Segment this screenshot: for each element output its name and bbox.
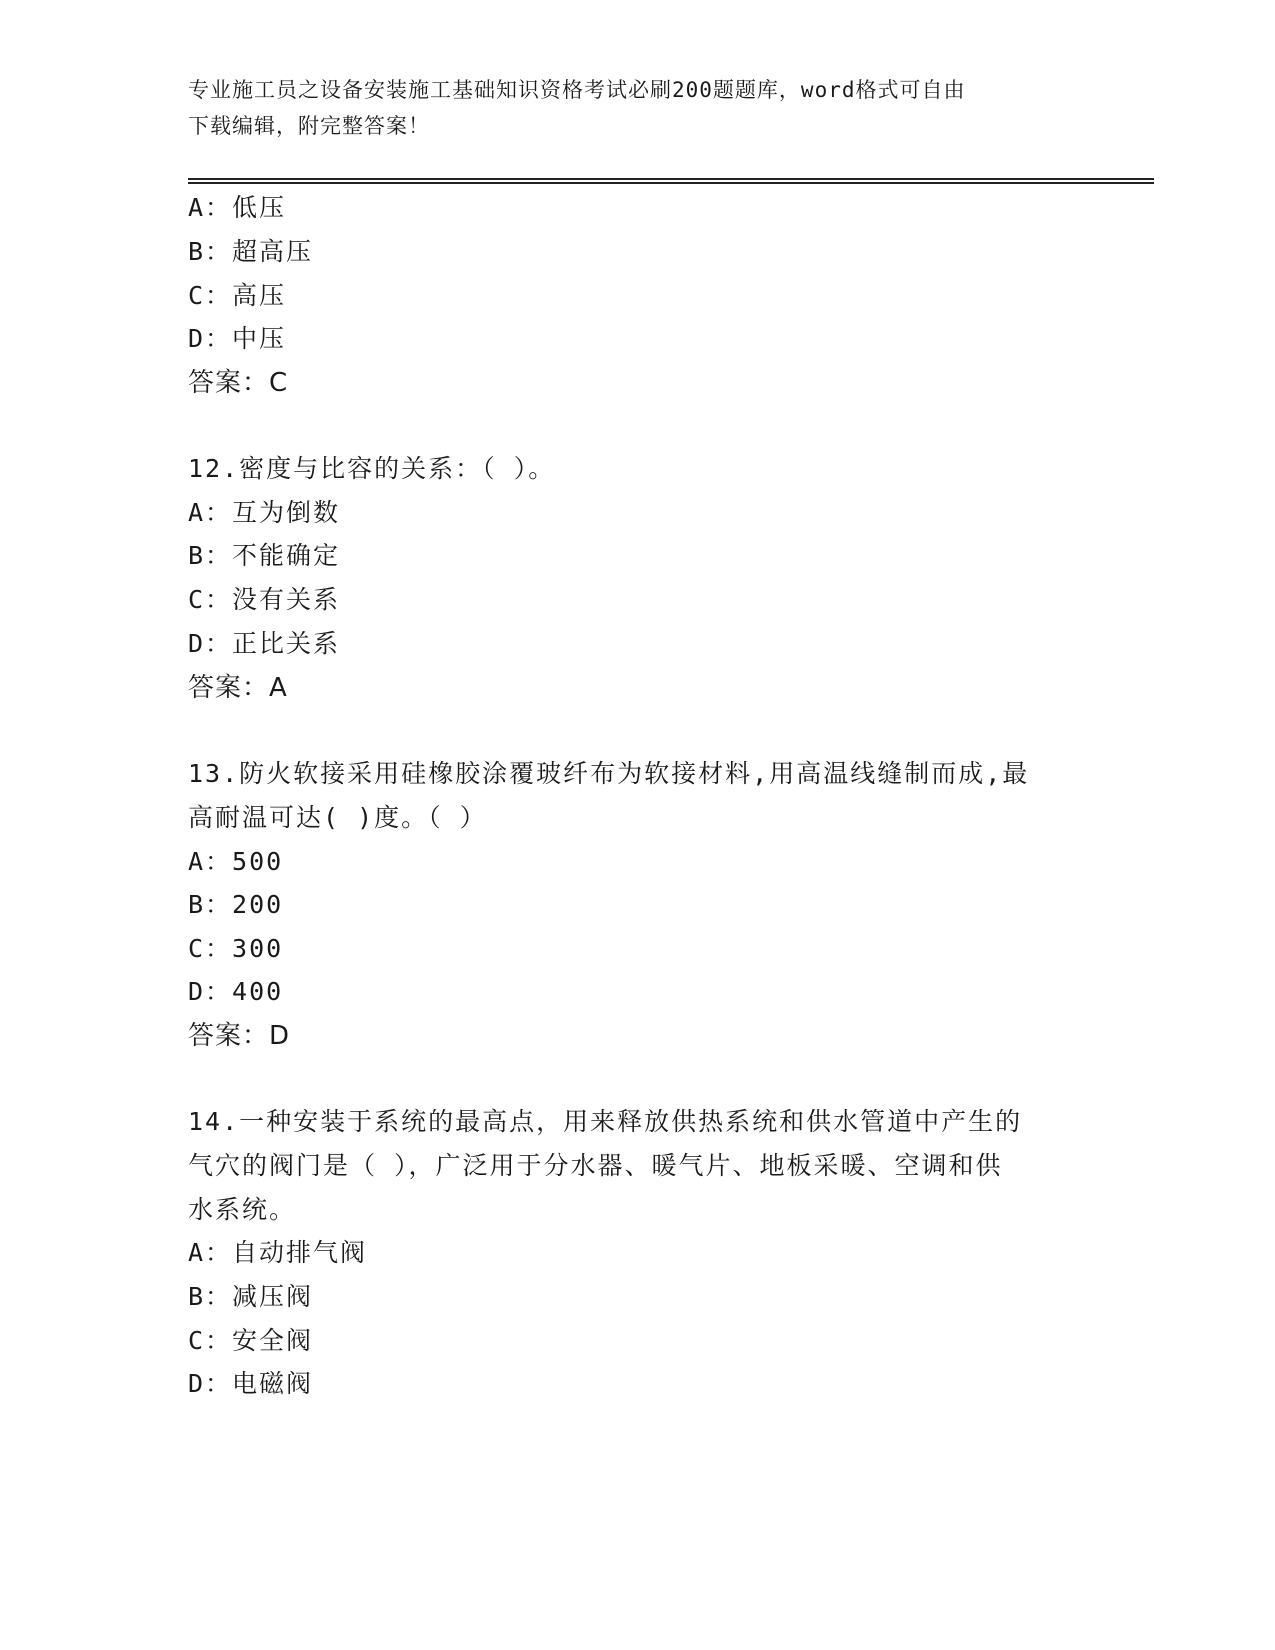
q13-answer: 答案：D bbox=[188, 1021, 291, 1051]
q11-answer: 答案：C bbox=[188, 368, 289, 398]
q11-option-a: A：低压 bbox=[188, 193, 287, 222]
header-divider-bottom bbox=[188, 182, 1154, 184]
q13-stem-line-1: 13.防火软接采用硅橡胶涂覆玻纤布为软接材料,用高温线缝制而成,最 bbox=[188, 759, 1030, 788]
q11-option-b: B：超高压 bbox=[188, 237, 314, 266]
q13-option-a: A：500 bbox=[188, 847, 284, 876]
q13-option-d: D：400 bbox=[188, 977, 284, 1006]
q14-option-d: D：电磁阀 bbox=[188, 1369, 314, 1398]
q11-option-c: C：高压 bbox=[188, 281, 287, 310]
header-line-1: 专业施工员之设备安装施工基础知识资格考试必刷200题题库，word格式可自由 bbox=[188, 78, 966, 102]
q13-option-c: C：300 bbox=[188, 934, 284, 963]
q14-option-a: A：自动排气阀 bbox=[188, 1238, 368, 1267]
q13-option-b: B：200 bbox=[188, 890, 284, 919]
q14-stem-line-3: 水系统。 bbox=[188, 1195, 297, 1224]
q14-option-b: B：减压阀 bbox=[188, 1282, 314, 1311]
q12-option-b: B：不能确定 bbox=[188, 541, 341, 570]
q12-option-d: D：正比关系 bbox=[188, 629, 341, 658]
q14-option-c: C：安全阀 bbox=[188, 1326, 314, 1355]
header-divider-top bbox=[188, 178, 1154, 180]
q12-stem: 12.密度与比容的关系：（ ）。 bbox=[188, 454, 556, 483]
document-header bbox=[188, 72, 1088, 144]
q11-option-d: D：中压 bbox=[188, 324, 287, 353]
header-line-2: 下载编辑，附完整答案！ bbox=[188, 114, 430, 138]
q12-option-a: A：互为倒数 bbox=[188, 498, 341, 527]
q14-stem-line-1: 14.一种安装于系统的最高点，用来释放供热系统和供水管道中产生的 bbox=[188, 1107, 1023, 1136]
q13-stem-line-2: 高耐温可达( )度。（ ） bbox=[188, 803, 487, 832]
q12-option-c: C：没有关系 bbox=[188, 585, 341, 614]
q14-stem-line-2: 气穴的阀门是（ ），广泛用于分水器、暖气片、地板采暖、空调和供 bbox=[188, 1151, 1003, 1180]
q12-answer: 答案：A bbox=[188, 673, 288, 703]
